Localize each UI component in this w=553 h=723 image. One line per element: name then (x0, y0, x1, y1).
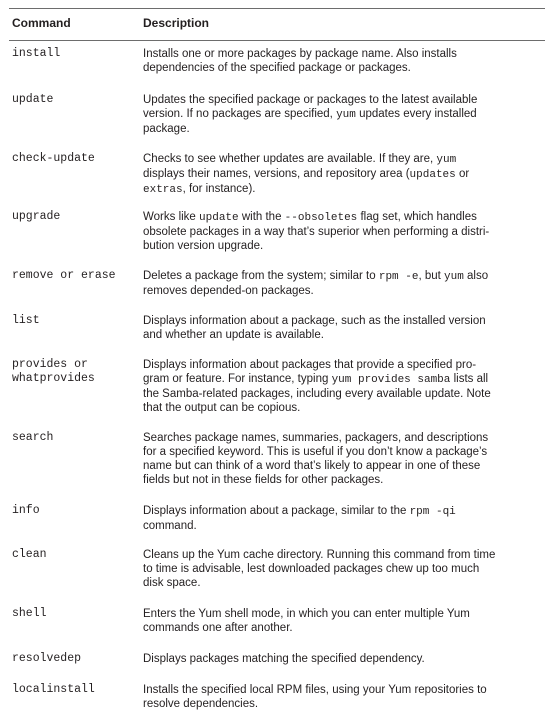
description-line (143, 697, 545, 711)
code-span: rpm -qi (409, 506, 456, 518)
description-line (143, 683, 545, 697)
command-cell (12, 152, 95, 166)
description-cell (143, 504, 545, 533)
text-span: resolve dependencies. (143, 698, 259, 710)
text-span: the Samba-related packages, including every available update. Note (143, 388, 491, 400)
text-span: Displays information about a package, similar to the (143, 505, 410, 517)
text-span: version. If no packages are specified, (143, 108, 337, 120)
text-span: Displays information about packages that provide a specified pro- (143, 359, 477, 371)
description-cell (143, 314, 545, 342)
command-text: clean (12, 548, 47, 561)
text-span: or (455, 168, 470, 180)
description-cell (143, 93, 545, 136)
description-line (143, 504, 545, 519)
text-span: Works like (143, 211, 200, 223)
description-line (143, 621, 545, 635)
code-span: extras (143, 184, 183, 196)
description-line (143, 576, 545, 590)
text-span: Installs the specified local RPM files, using your Yum repositories to (143, 684, 487, 696)
description-line (143, 284, 545, 298)
text-span: flag set, which handles (357, 211, 477, 223)
code-span: yum (336, 109, 356, 121)
column-header-command: Command (12, 16, 71, 30)
command-text: check-update (12, 152, 95, 165)
text-span: gram or feature. For instance, typing (143, 373, 332, 385)
description-line (143, 358, 545, 372)
code-span: yum (436, 154, 457, 166)
text-span: package. (143, 123, 190, 135)
description-line (143, 431, 545, 445)
command-text: install (12, 47, 61, 60)
command-cell (12, 314, 40, 328)
text-span: Enters the Yum shell mode, in which you can enter multiple Yum (143, 608, 470, 620)
description-line (143, 519, 545, 533)
code-span: rpm -e (378, 271, 419, 283)
description-line (143, 548, 545, 562)
description-line (143, 107, 545, 122)
text-span: , for instance). (182, 183, 256, 195)
header-rule (9, 40, 545, 41)
description-line (143, 459, 545, 473)
description-line (143, 210, 545, 225)
description-line (143, 61, 545, 75)
command-text: remove or erase (12, 269, 116, 282)
text-span: that the output can be copious. (143, 402, 301, 414)
description-line (143, 167, 545, 182)
text-span: Displays information about a package, such as the installed version (143, 315, 486, 327)
description-line (143, 607, 545, 621)
command-cell (12, 504, 40, 518)
description-line (143, 652, 545, 666)
text-span: with the (238, 211, 285, 223)
command-cell (12, 269, 116, 283)
command-cell (12, 652, 81, 666)
text-span: Cleans up the Yum cache directory. Running this command from time (143, 549, 496, 561)
text-span: lists all (450, 373, 489, 385)
description-line (143, 401, 545, 415)
text-span: updates every installed (355, 108, 477, 120)
command-text: provides or (12, 358, 88, 371)
text-span: Installs one or more packages by package name. Also installs (143, 48, 457, 60)
text-span: command. (143, 520, 197, 532)
description-line (143, 562, 545, 576)
description-cell (143, 152, 545, 197)
text-span: Displays packages matching the specified dependency. (143, 653, 425, 665)
command-cell (12, 683, 95, 697)
text-span: removes depended-on packages. (143, 285, 314, 297)
description-line (143, 225, 545, 239)
text-span: Checks to see whether updates are available. If they are, (143, 153, 437, 165)
text-span: bution version upgrade. (143, 240, 264, 252)
command-text: list (12, 314, 40, 327)
description-line (143, 152, 545, 167)
table-top-rule (9, 8, 545, 9)
description-cell (143, 652, 545, 666)
description-line (143, 473, 545, 487)
code-span: update (199, 212, 239, 224)
command-text: search (12, 431, 54, 444)
command-cell (12, 93, 53, 107)
description-line (143, 122, 545, 136)
description-cell (143, 683, 545, 711)
description-cell (143, 358, 545, 415)
command-text: upgrade (12, 210, 61, 223)
description-line (143, 269, 545, 284)
description-line (143, 445, 545, 459)
text-span: Searches package names, summaries, packagers, and descriptions (143, 432, 489, 444)
command-cell (12, 431, 53, 445)
command-text: shell (12, 607, 47, 620)
command-text: resolvedep (12, 652, 82, 665)
description-cell (143, 607, 545, 635)
description-cell (143, 548, 545, 590)
command-cell (12, 47, 60, 61)
description-cell (143, 210, 545, 253)
code-span: yum (444, 271, 464, 283)
column-header-description: Description (143, 16, 210, 30)
command-cell (12, 210, 60, 224)
text-span: commands one after another. (143, 622, 293, 634)
command-cell (12, 358, 95, 386)
text-span: Updates the specified package or packages to the latest available (143, 94, 478, 106)
description-line (143, 47, 545, 61)
code-span: --obsoletes (284, 212, 358, 224)
code-span: yum provides samba (331, 374, 451, 386)
code-span: updates (409, 169, 456, 181)
command-text: update (12, 93, 54, 106)
text-span: obsolete packages in a way that’s superior when performing a distri- (143, 226, 490, 238)
text-span: and whether an update is available. (143, 329, 324, 341)
text-span: name but can think of a word that’s likely to appear in one of these (143, 460, 481, 472)
description-line (143, 387, 545, 401)
command-text: whatprovides (12, 372, 95, 385)
command-cell (12, 607, 47, 621)
command-text: info (12, 504, 40, 517)
description-cell (143, 431, 545, 487)
text-span: to time is advisable, lest downloaded packages chew up too much (143, 563, 480, 575)
text-span: for a specified keyword. This is useful if you don’t know a package’s (143, 446, 488, 458)
text-span: Deletes a package from the system; similar to (143, 270, 379, 282)
description-line (143, 239, 545, 253)
text-span: dependencies of the specified package or packages. (143, 62, 411, 74)
description-cell (143, 47, 545, 75)
command-text: localinstall (12, 683, 95, 696)
text-span: displays their names, versions, and repository area ( (143, 168, 410, 180)
description-cell (143, 269, 545, 298)
text-span: , but (418, 270, 445, 282)
text-span: fields but not in these fields for other packages. (143, 474, 384, 486)
text-span: also (463, 270, 489, 282)
description-line (143, 93, 545, 107)
description-line (143, 182, 545, 197)
description-line (143, 314, 545, 328)
description-line (143, 372, 545, 387)
description-line (143, 328, 545, 342)
command-cell (12, 548, 47, 562)
text-span: disk space. (143, 577, 201, 589)
